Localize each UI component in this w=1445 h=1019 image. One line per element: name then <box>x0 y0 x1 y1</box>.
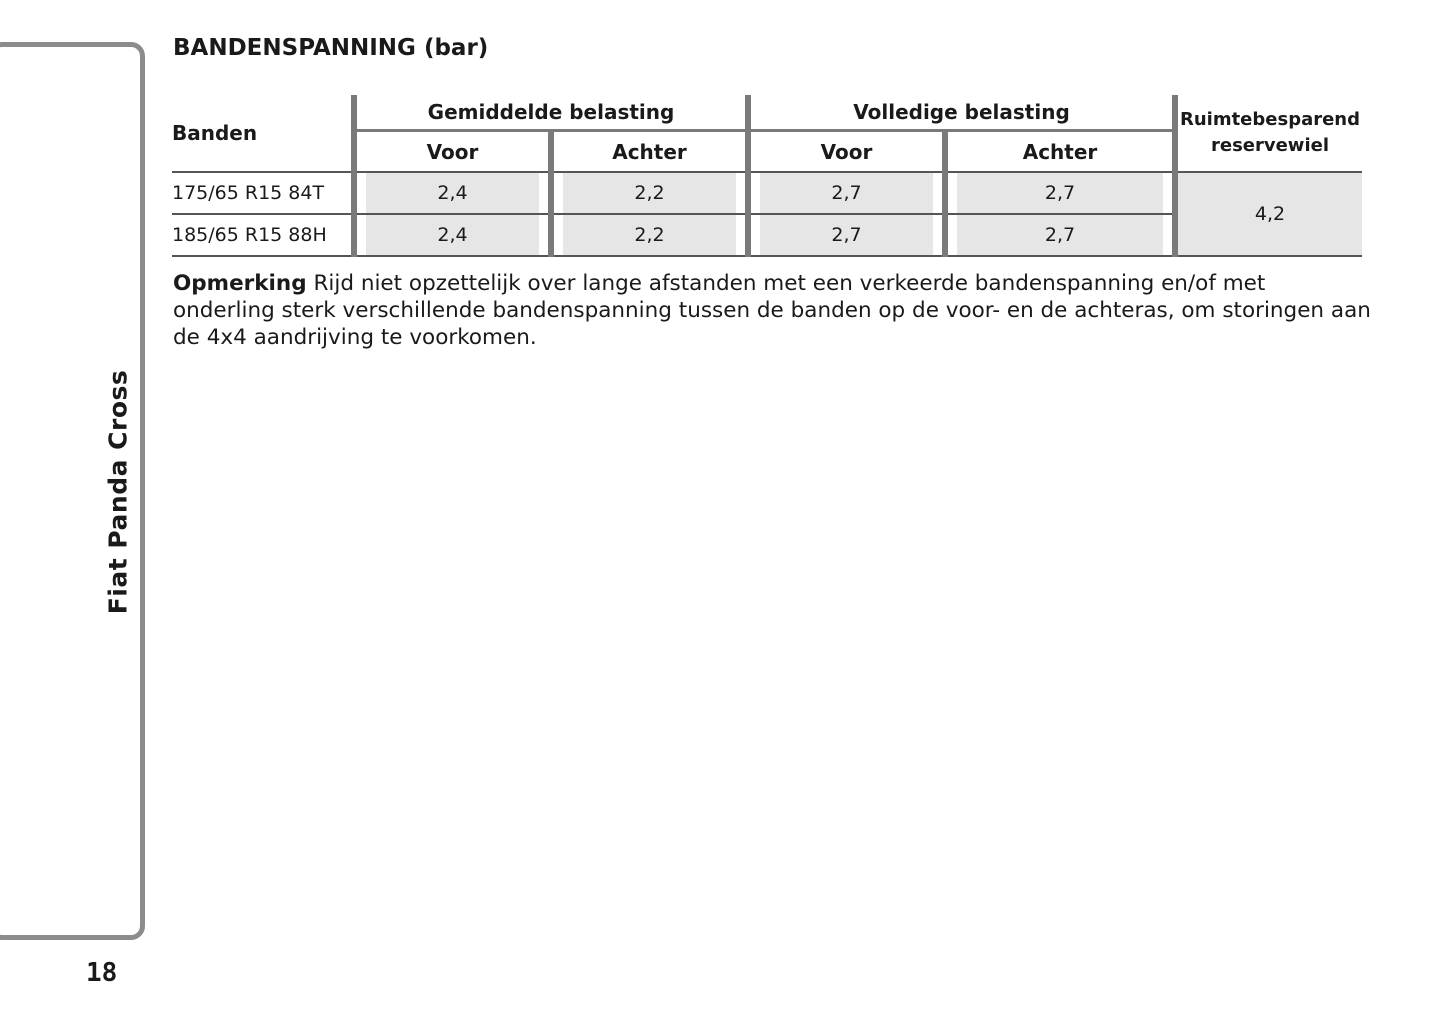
medium-rear-value: 2,2 <box>551 214 748 256</box>
header-spare-line1: Ruimtebesparend <box>1179 109 1361 130</box>
header-full-load: Volledige belasting <box>748 95 1175 131</box>
full-rear-value: 2,7 <box>945 172 1175 214</box>
table-row <box>172 172 1362 214</box>
medium-rear-value: 2,2 <box>551 172 748 214</box>
header-banden: Banden <box>172 95 354 172</box>
full-rear-value: 2,7 <box>945 214 1175 256</box>
header-medium-load: Gemiddelde belasting <box>354 95 748 131</box>
full-front-value: 2,7 <box>748 214 945 256</box>
header-spare-line2: reservewiel <box>1210 135 1329 156</box>
tyre-size: 175/65 R15 84T <box>172 172 354 214</box>
tyre-size: 185/65 R15 88H <box>172 214 354 256</box>
note-paragraph <box>173 270 1373 351</box>
medium-front-value: 2,4 <box>354 172 551 214</box>
tyre-pressure-table <box>172 95 1362 257</box>
page-number: 18 <box>86 958 118 988</box>
full-front-value: 2,7 <box>748 172 945 214</box>
section-heading <box>173 35 488 61</box>
spare-wheel-value: 4,2 <box>1175 172 1362 256</box>
note-label: Opmerking <box>173 271 307 296</box>
header-spare-wheel <box>1175 95 1362 172</box>
side-title: Fiat Panda Cross <box>103 369 133 615</box>
header-medium-front: Voor <box>354 131 551 173</box>
header-full-rear: Achter <box>945 131 1175 173</box>
header-full-front: Voor <box>748 131 945 173</box>
medium-front-value: 2,4 <box>354 214 551 256</box>
note-text: Rijd niet opzettelijk over lange afstanden met een verkeerde bandenspanning en/of met onderling sterk verschillende bandenspanning tussen de banden op de voor- en de achteras, om storingen aan de 4x4 aandrijving te voorkomen. <box>173 271 1371 350</box>
heading-title: BANDENSPANNING <box>173 35 416 61</box>
heading-unit: (bar) <box>423 35 489 61</box>
header-medium-rear: Achter <box>551 131 748 173</box>
